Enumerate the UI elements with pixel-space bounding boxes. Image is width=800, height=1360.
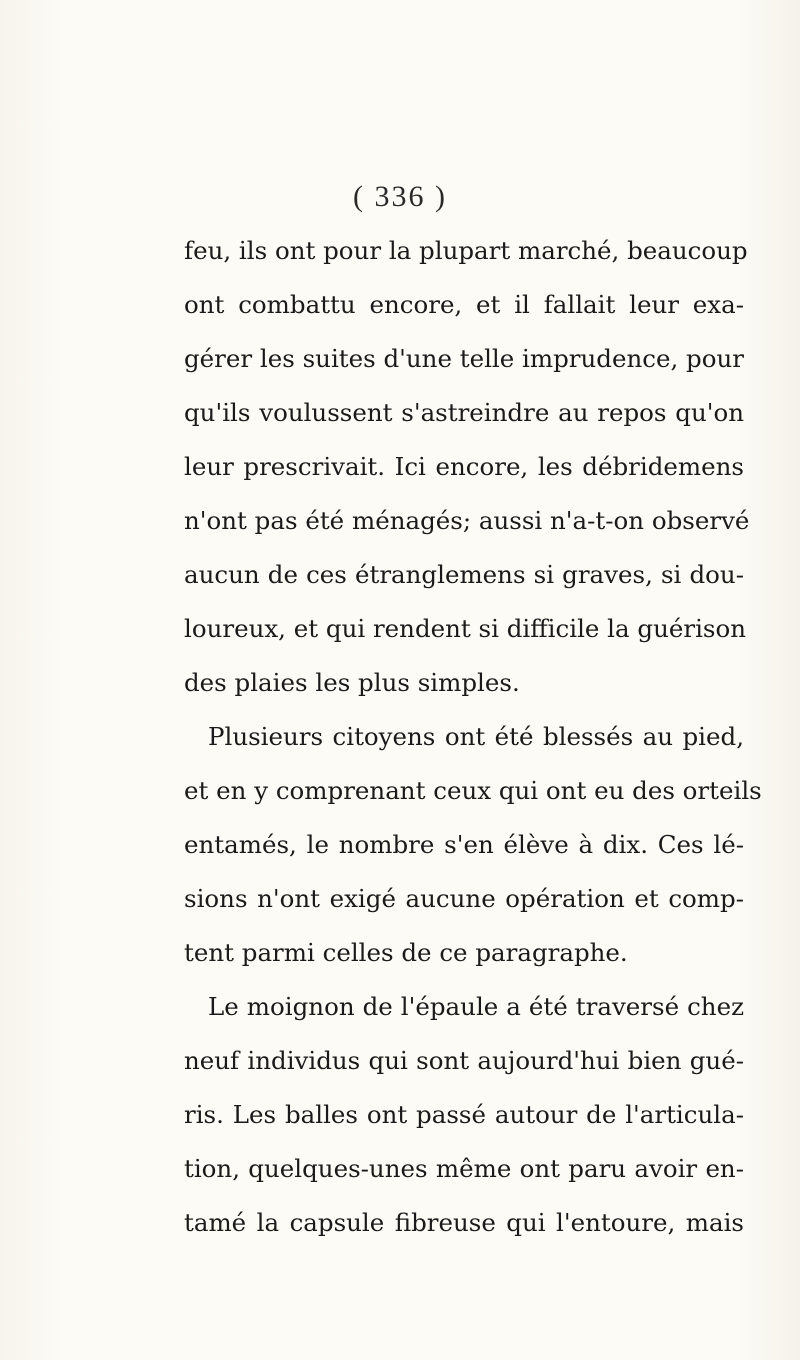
text-line: n'ont pas été ménagés; aussi n'a-t-on observé (184, 506, 750, 535)
text-line: tamé la capsule fibreuse qui l'entoure, mais (184, 1208, 744, 1237)
text-line: feu, ils ont pour la plupart marché, beaucoup (184, 236, 748, 265)
text-line: gérer les suites d'une telle imprudence, pour (184, 344, 744, 373)
text-line-paragraph-end: tent parmi celles de ce paragraphe. (184, 938, 628, 967)
text-line: et en y comprenant ceux qui ont eu des orteils (184, 776, 762, 805)
text-line: ris. Les balles ont passé autour de l'articula- (184, 1100, 744, 1129)
text-line: neuf individus qui sont aujourd'hui bien gué- (184, 1046, 744, 1075)
text-line: loureux, et qui rendent si difficile la guérison (184, 614, 747, 643)
text-line: leur prescrivait. Ici encore, les débridemens (184, 452, 744, 481)
text-line-paragraph-start: Le moignon de l'épaule a été traversé chez (208, 992, 744, 1021)
text-line: sions n'ont exigé aucune opération et comp- (184, 884, 744, 913)
text-line-paragraph-end: des plaies les plus simples. (184, 668, 520, 697)
text-line: entamés, le nombre s'en élève à dix. Ces lé- (184, 830, 744, 859)
body-text (184, 224, 762, 1250)
text-line: aucun de ces étranglemens si graves, si dou- (184, 560, 744, 589)
text-line: ont combattu encore, et il fallait leur exa- (184, 290, 744, 319)
text-line-paragraph-start: Plusieurs citoyens ont été blessés au pied, (208, 722, 744, 751)
text-line: tion, quelques-unes même ont paru avoir en- (184, 1154, 744, 1183)
page-number: ( 336 ) (353, 180, 447, 213)
text-line: qu'ils voulussent s'astreindre au repos qu'on (184, 398, 744, 427)
